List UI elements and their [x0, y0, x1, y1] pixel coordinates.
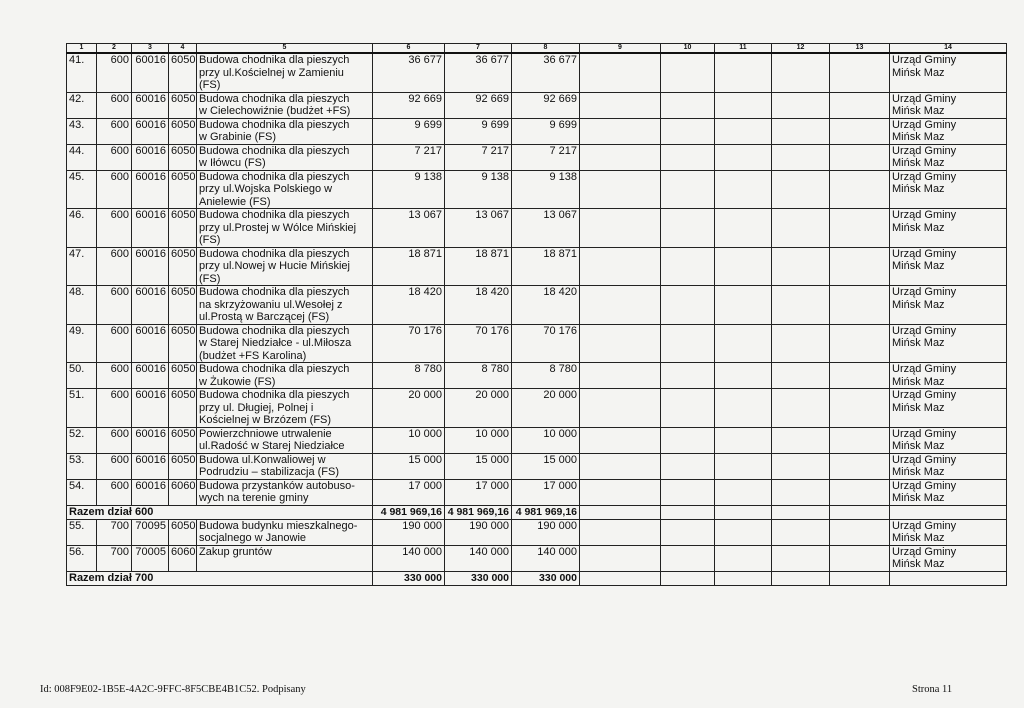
responsible-unit: Urząd Gminy Mińsk Maz: [890, 363, 1007, 389]
empty-total-col12: [772, 571, 830, 585]
amount-col8: 190 000: [512, 519, 580, 545]
empty-col13: [830, 519, 890, 545]
empty-col11: [715, 479, 772, 505]
amount-col7: 10 000: [445, 427, 512, 453]
table-row: [67, 286, 1007, 325]
empty-col12: [772, 286, 830, 325]
amount-col7: 36 677: [445, 53, 512, 92]
empty-total-col10: [661, 571, 715, 585]
section-total-label: Razem dział 700: [67, 571, 373, 585]
rozdzial-cell: 60016: [132, 479, 169, 505]
table-row: [67, 389, 1007, 428]
amount-col6: 7 217: [373, 144, 445, 170]
amount-col7: 7 217: [445, 144, 512, 170]
empty-col9: [580, 324, 661, 363]
empty-col9: [580, 170, 661, 209]
column-header-8: 8: [512, 44, 580, 54]
row-number: 45.: [67, 170, 97, 209]
amount-col7: 17 000: [445, 479, 512, 505]
amount-col8: 20 000: [512, 389, 580, 428]
total-col7: 330 000: [445, 571, 512, 585]
table-row: [67, 545, 1007, 571]
total-col8: 4 981 969,16: [512, 505, 580, 519]
rozdzial-cell: 60016: [132, 247, 169, 286]
amount-col6: 70 176: [373, 324, 445, 363]
task-description: Budowa chodnika dla pieszych w Cielechowiźnie (budżet +FS): [197, 92, 373, 118]
row-number: 46.: [67, 209, 97, 248]
row-number: 44.: [67, 144, 97, 170]
table-body: [67, 53, 1007, 585]
empty-col9: [580, 519, 661, 545]
empty-col11: [715, 209, 772, 248]
empty-col9: [580, 209, 661, 248]
document-id: Id: 008F9E02-1B5E-4A2C-9FFC-8F5CBE4B1C52. Podpisany: [40, 684, 306, 695]
empty-col13: [830, 286, 890, 325]
responsible-unit: Urząd Gminy Mińsk Maz: [890, 453, 1007, 479]
empty-col12: [772, 170, 830, 209]
table-row: [67, 427, 1007, 453]
task-description: Zakup gruntów: [197, 545, 373, 571]
dzial-cell: 600: [97, 389, 132, 428]
total-col7: 4 981 969,16: [445, 505, 512, 519]
empty-col11: [715, 389, 772, 428]
column-header-3: 3: [132, 44, 169, 54]
dzial-cell: 600: [97, 453, 132, 479]
empty-col10: [661, 479, 715, 505]
amount-col6: 36 677: [373, 53, 445, 92]
empty-col10: [661, 427, 715, 453]
amount-col8: 92 669: [512, 92, 580, 118]
amount-col6: 20 000: [373, 389, 445, 428]
task-description: Budowa chodnika dla pieszych w Grabinie (FS): [197, 118, 373, 144]
amount-col8: 7 217: [512, 144, 580, 170]
amount-col6: 190 000: [373, 519, 445, 545]
empty-col11: [715, 363, 772, 389]
empty-col11: [715, 427, 772, 453]
amount-col6: 18 871: [373, 247, 445, 286]
amount-col6: 140 000: [373, 545, 445, 571]
amount-col7: 13 067: [445, 209, 512, 248]
empty-col10: [661, 170, 715, 209]
table-row: [67, 92, 1007, 118]
table-row: [67, 247, 1007, 286]
empty-col9: [580, 144, 661, 170]
empty-col9: [580, 53, 661, 92]
paragraf-cell: 6050: [169, 389, 197, 428]
amount-col6: 15 000: [373, 453, 445, 479]
paragraf-cell: 6050: [169, 519, 197, 545]
empty-col12: [772, 479, 830, 505]
row-number: 49.: [67, 324, 97, 363]
column-number-row: [67, 44, 1007, 54]
amount-col7: 18 420: [445, 286, 512, 325]
empty-col13: [830, 363, 890, 389]
responsible-unit: Urząd Gminy Mińsk Maz: [890, 118, 1007, 144]
paragraf-cell: 6060: [169, 479, 197, 505]
empty-col10: [661, 144, 715, 170]
column-header-1: 1: [67, 44, 97, 54]
table-row: [67, 209, 1007, 248]
dzial-cell: 600: [97, 247, 132, 286]
task-description: Budowa chodnika dla pieszych przy ul.Nowej w Hucie Mińskiej (FS): [197, 247, 373, 286]
empty-col11: [715, 519, 772, 545]
empty-col9: [580, 118, 661, 144]
empty-col10: [661, 209, 715, 248]
amount-col6: 9 138: [373, 170, 445, 209]
rozdzial-cell: 60016: [132, 453, 169, 479]
task-description: Budowa chodnika dla pieszych w Iłówcu (FS): [197, 144, 373, 170]
empty-col11: [715, 324, 772, 363]
table-row: [67, 453, 1007, 479]
amount-col7: 18 871: [445, 247, 512, 286]
empty-col11: [715, 170, 772, 209]
table-row: [67, 479, 1007, 505]
task-description: Budowa chodnika dla pieszych przy ul.Wojska Polskiego w Anielewie (FS): [197, 170, 373, 209]
paragraf-cell: 6060: [169, 545, 197, 571]
empty-col10: [661, 286, 715, 325]
task-description: Budowa chodnika dla pieszych przy ul. Długiej, Polnej i Kościelnej w Brzózem (FS): [197, 389, 373, 428]
amount-col7: 8 780: [445, 363, 512, 389]
amount-col8: 36 677: [512, 53, 580, 92]
task-description: Budowa chodnika dla pieszych przy ul.Kościelnej w Zamieniu (FS): [197, 53, 373, 92]
amount-col6: 8 780: [373, 363, 445, 389]
amount-col6: 9 699: [373, 118, 445, 144]
total-col6: 4 981 969,16: [373, 505, 445, 519]
dzial-cell: 600: [97, 53, 132, 92]
paragraf-cell: 6050: [169, 209, 197, 248]
row-number: 52.: [67, 427, 97, 453]
empty-col12: [772, 545, 830, 571]
column-header-12: 12: [772, 44, 830, 54]
empty-col9: [580, 453, 661, 479]
empty-total-col9: [580, 505, 661, 519]
row-number: 56.: [67, 545, 97, 571]
task-description: Budowa chodnika dla pieszych przy ul.Prostej w Wólce Mińskiej (FS): [197, 209, 373, 248]
empty-col9: [580, 363, 661, 389]
responsible-unit: Urząd Gminy Mińsk Maz: [890, 324, 1007, 363]
empty-col11: [715, 545, 772, 571]
rozdzial-cell: 60016: [132, 118, 169, 144]
amount-col8: 9 699: [512, 118, 580, 144]
paragraf-cell: 6050: [169, 144, 197, 170]
empty-col12: [772, 118, 830, 144]
column-header-6: 6: [373, 44, 445, 54]
paragraf-cell: 6050: [169, 427, 197, 453]
amount-col8: 18 420: [512, 286, 580, 325]
row-number: 51.: [67, 389, 97, 428]
row-number: 42.: [67, 92, 97, 118]
responsible-unit: Urząd Gminy Mińsk Maz: [890, 545, 1007, 571]
paragraf-cell: 6050: [169, 118, 197, 144]
empty-col10: [661, 453, 715, 479]
empty-col10: [661, 389, 715, 428]
table-row: [67, 363, 1007, 389]
empty-col10: [661, 324, 715, 363]
paragraf-cell: 6050: [169, 170, 197, 209]
paragraf-cell: 6050: [169, 92, 197, 118]
empty-col10: [661, 363, 715, 389]
responsible-unit: Urząd Gminy Mińsk Maz: [890, 170, 1007, 209]
paragraf-cell: 6050: [169, 453, 197, 479]
amount-col8: 8 780: [512, 363, 580, 389]
empty-col12: [772, 453, 830, 479]
empty-col12: [772, 92, 830, 118]
table-row: [67, 118, 1007, 144]
empty-col9: [580, 545, 661, 571]
column-header-4: 4: [169, 44, 197, 54]
empty-col13: [830, 453, 890, 479]
row-number: 47.: [67, 247, 97, 286]
amount-col6: 13 067: [373, 209, 445, 248]
paragraf-cell: 6050: [169, 53, 197, 92]
rozdzial-cell: 70095: [132, 519, 169, 545]
amount-col7: 9 699: [445, 118, 512, 144]
empty-col11: [715, 247, 772, 286]
row-number: 48.: [67, 286, 97, 325]
empty-col13: [830, 479, 890, 505]
rozdzial-cell: 60016: [132, 53, 169, 92]
amount-col7: 92 669: [445, 92, 512, 118]
task-description: Budowa przystanków autobuso- wych na terenie gminy: [197, 479, 373, 505]
empty-col13: [830, 170, 890, 209]
empty-col13: [830, 427, 890, 453]
amount-col8: 140 000: [512, 545, 580, 571]
empty-col13: [830, 118, 890, 144]
dzial-cell: 600: [97, 170, 132, 209]
dzial-cell: 600: [97, 92, 132, 118]
empty-col9: [580, 427, 661, 453]
empty-total-col13: [830, 505, 890, 519]
empty-col12: [772, 247, 830, 286]
empty-col9: [580, 479, 661, 505]
responsible-unit: Urząd Gminy Mińsk Maz: [890, 286, 1007, 325]
amount-col7: 190 000: [445, 519, 512, 545]
responsible-unit: Urząd Gminy Mińsk Maz: [890, 247, 1007, 286]
empty-col13: [830, 545, 890, 571]
rozdzial-cell: 60016: [132, 144, 169, 170]
empty-col11: [715, 53, 772, 92]
empty-col13: [830, 53, 890, 92]
responsible-unit: Urząd Gminy Mińsk Maz: [890, 519, 1007, 545]
empty-col12: [772, 324, 830, 363]
empty-col13: [830, 247, 890, 286]
rozdzial-cell: 60016: [132, 427, 169, 453]
empty-col13: [830, 389, 890, 428]
paragraf-cell: 6050: [169, 286, 197, 325]
dzial-cell: 600: [97, 363, 132, 389]
empty-col13: [830, 324, 890, 363]
rozdzial-cell: 60016: [132, 324, 169, 363]
amount-col7: 9 138: [445, 170, 512, 209]
amount-col6: 10 000: [373, 427, 445, 453]
empty-col13: [830, 92, 890, 118]
amount-col8: 18 871: [512, 247, 580, 286]
empty-col12: [772, 209, 830, 248]
empty-col10: [661, 247, 715, 286]
column-header-11: 11: [715, 44, 772, 54]
dzial-cell: 600: [97, 479, 132, 505]
empty-col12: [772, 144, 830, 170]
amount-col8: 10 000: [512, 427, 580, 453]
task-description: Powierzchniowe utrwalenie ul.Radość w Starej Niedziałce: [197, 427, 373, 453]
table-row: [67, 144, 1007, 170]
amount-col6: 92 669: [373, 92, 445, 118]
empty-total-col10: [661, 505, 715, 519]
total-col6: 330 000: [373, 571, 445, 585]
task-description: Budowa budynku mieszkalnego- socjalnego w Janowie: [197, 519, 373, 545]
row-number: 41.: [67, 53, 97, 92]
empty-total-col12: [772, 505, 830, 519]
empty-col11: [715, 92, 772, 118]
empty-total-col9: [580, 571, 661, 585]
dzial-cell: 600: [97, 144, 132, 170]
empty-col10: [661, 92, 715, 118]
dzial-cell: 700: [97, 545, 132, 571]
task-description: Budowa chodnika dla pieszych na skrzyżowaniu ul.Wesołej z ul.Prostą w Barczącej (FS): [197, 286, 373, 325]
empty-col11: [715, 144, 772, 170]
rozdzial-cell: 60016: [132, 286, 169, 325]
rozdzial-cell: 60016: [132, 389, 169, 428]
responsible-unit: Urząd Gminy Mińsk Maz: [890, 144, 1007, 170]
total-col8: 330 000: [512, 571, 580, 585]
amount-col7: 140 000: [445, 545, 512, 571]
amount-col7: 70 176: [445, 324, 512, 363]
empty-col13: [830, 209, 890, 248]
empty-total-col11: [715, 571, 772, 585]
section-total-row: [67, 505, 1007, 519]
amount-col7: 20 000: [445, 389, 512, 428]
row-number: 54.: [67, 479, 97, 505]
empty-total-col13: [830, 571, 890, 585]
investment-table: [66, 43, 1007, 586]
amount-col6: 18 420: [373, 286, 445, 325]
task-description: Budowa chodnika dla pieszych w Żukowie (FS): [197, 363, 373, 389]
task-description: Budowa ul.Konwaliowej w Podrudziu – stabilizacja (FS): [197, 453, 373, 479]
table-row: [67, 519, 1007, 545]
dzial-cell: 600: [97, 118, 132, 144]
empty-col10: [661, 545, 715, 571]
amount-col8: 15 000: [512, 453, 580, 479]
responsible-unit: Urząd Gminy Mińsk Maz: [890, 479, 1007, 505]
empty-col9: [580, 247, 661, 286]
empty-col10: [661, 519, 715, 545]
empty-col12: [772, 519, 830, 545]
row-number: 50.: [67, 363, 97, 389]
row-number: 53.: [67, 453, 97, 479]
empty-col12: [772, 427, 830, 453]
amount-col6: 17 000: [373, 479, 445, 505]
amount-col8: 70 176: [512, 324, 580, 363]
dzial-cell: 600: [97, 209, 132, 248]
paragraf-cell: 6050: [169, 324, 197, 363]
empty-col12: [772, 389, 830, 428]
amount-col8: 17 000: [512, 479, 580, 505]
empty-col10: [661, 118, 715, 144]
empty-col9: [580, 92, 661, 118]
empty-col12: [772, 53, 830, 92]
responsible-unit: Urząd Gminy Mińsk Maz: [890, 92, 1007, 118]
rozdzial-cell: 60016: [132, 92, 169, 118]
amount-col8: 13 067: [512, 209, 580, 248]
row-number: 43.: [67, 118, 97, 144]
dzial-cell: 700: [97, 519, 132, 545]
budget-table-page: [66, 43, 1006, 586]
section-total-row: [67, 571, 1007, 585]
empty-col13: [830, 144, 890, 170]
column-header-9: 9: [580, 44, 661, 54]
empty-total-col14: [890, 505, 1007, 519]
column-header-14: 14: [890, 44, 1007, 54]
empty-col12: [772, 363, 830, 389]
rozdzial-cell: 60016: [132, 209, 169, 248]
column-header-13: 13: [830, 44, 890, 54]
dzial-cell: 600: [97, 324, 132, 363]
empty-col9: [580, 286, 661, 325]
table-row: [67, 53, 1007, 92]
dzial-cell: 600: [97, 427, 132, 453]
amount-col8: 9 138: [512, 170, 580, 209]
column-header-2: 2: [97, 44, 132, 54]
rozdzial-cell: 60016: [132, 363, 169, 389]
rozdzial-cell: 70005: [132, 545, 169, 571]
table-row: [67, 170, 1007, 209]
empty-total-col14: [890, 571, 1007, 585]
amount-col7: 15 000: [445, 453, 512, 479]
column-header-10: 10: [661, 44, 715, 54]
responsible-unit: Urząd Gminy Mińsk Maz: [890, 209, 1007, 248]
empty-col11: [715, 286, 772, 325]
paragraf-cell: 6050: [169, 363, 197, 389]
responsible-unit: Urząd Gminy Mińsk Maz: [890, 389, 1007, 428]
page-number: Strona 11: [912, 684, 953, 695]
section-total-label: Razem dział 600: [67, 505, 373, 519]
rozdzial-cell: 60016: [132, 170, 169, 209]
dzial-cell: 600: [97, 286, 132, 325]
table-row: [67, 324, 1007, 363]
empty-total-col11: [715, 505, 772, 519]
empty-col9: [580, 389, 661, 428]
empty-col11: [715, 453, 772, 479]
task-description: Budowa chodnika dla pieszych w Starej Niedziałce - ul.Miłosza (budżet +FS Karolina): [197, 324, 373, 363]
column-header-5: 5: [197, 44, 373, 54]
responsible-unit: Urząd Gminy Mińsk Maz: [890, 53, 1007, 92]
paragraf-cell: 6050: [169, 247, 197, 286]
responsible-unit: Urząd Gminy Mińsk Maz: [890, 427, 1007, 453]
column-header-7: 7: [445, 44, 512, 54]
empty-col11: [715, 118, 772, 144]
empty-col10: [661, 53, 715, 92]
row-number: 55.: [67, 519, 97, 545]
